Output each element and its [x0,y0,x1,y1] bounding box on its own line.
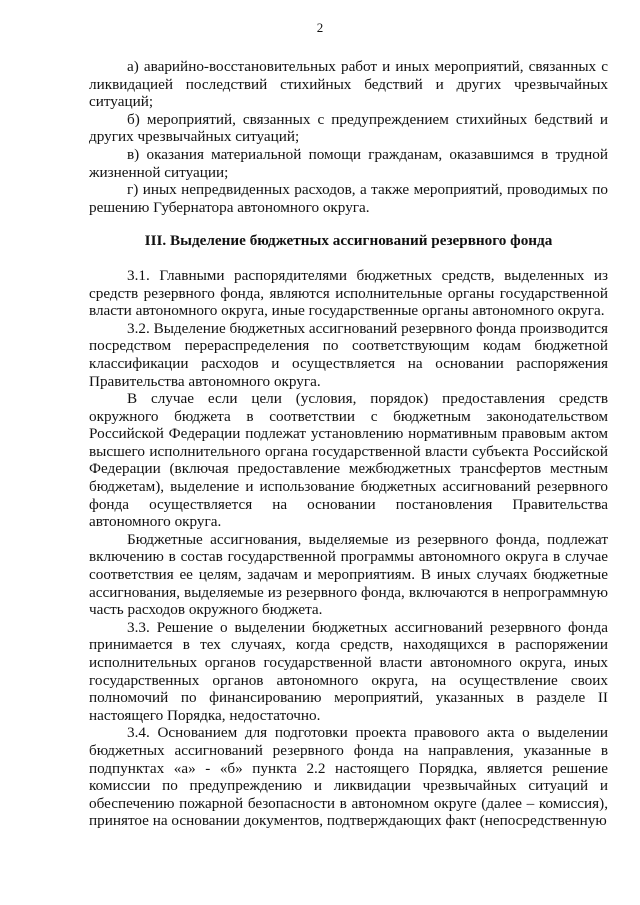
paragraph-3-4: 3.4. Основанием для подготовки проекта правового акта о выделении бюджетных ассигнований резервного фонда на направления, указанные в подпунктах «а» - «б» пункта 2.2 настоящего Порядка, является решение комиссии по предупреждению и ликвидации чрезвычайных ситуаций и обеспечению пожарной безопасности в автономном округе (далее – комиссия), принятое на основании документов, подтверждающих факт (непосредственную [89,724,608,830]
list-item-v: в) оказания материальной помощи гражданам, оказавшимся в трудной жизненной ситуации; [89,145,608,181]
list-item-a: а) аварийно-восстановительных работ и иных мероприятий, связанных с ликвидацией последствий стихийных бедствий и других чрезвычайных ситуаций; [89,58,608,111]
paragraph-3-2-condition: В случае если цели (условия, порядок) предоставления средств окружного бюджета в соответствии с бюджетным законодательством Российской Федерации подлежат установлению нормативным правовым актом высшего исполнительного органа государственной власти субъекта Российской Федерации (включая предоставление межбюджетных трансфертов местным бюджетам), выделение и использование бюджетных ассигнований резервного фонда осуществляется на основании постановления Правительства автономного округа. [89,390,608,531]
section-heading: III. Выделение бюджетных ассигнований резервного фонда [144,232,553,250]
list-item-b: б) мероприятий, связанных с предупреждением стихийных бедствий и других чрезвычайных ситуаций; [89,110,608,146]
paragraph-3-2-program: Бюджетные ассигнования, выделяемые из резервного фонда, подлежат включению в состав государственной программы автономного округа в случае соответствия ее целям, задачам и мероприятиям. В иных случаях бюджетные ассигнования, выделяемые из резервного фонда, включаются в непрограммную часть расходов окружного бюджета. [89,530,608,619]
paragraph-3-1: 3.1. Главными распорядителями бюджетных средств, выделенных из средств резервного фонда, являются исполнительные органы государственной власти автономного округа, иные государственные органы автономного округа. [89,266,608,320]
paragraph-3-3: 3.3. Решение о выделении бюджетных ассигнований резервного фонда принимается в тех случаях, когда средств, находящихся в распоряжении исполнительных органов государственной власти автономного округа, иных государственных органов автономного округа, на осуществление своих полномочий по финансированию мероприятий, указанных в разделе II настоящего Порядка, недостаточно. [89,618,608,724]
paragraph-3-2: 3.2. Выделение бюджетных ассигнований резервного фонда производится посредством перераспределения по соответствующим кодам бюджетной классификации расходов и осуществляется на основании распоряжения Правительства автономного округа. [89,319,608,390]
list-item-g: г) иных непредвиденных расходов, а также мероприятий, проводимых по решению Губернатора автономного округа. [89,181,608,216]
page-number: 2 [316,20,324,35]
document-body [89,58,608,830]
